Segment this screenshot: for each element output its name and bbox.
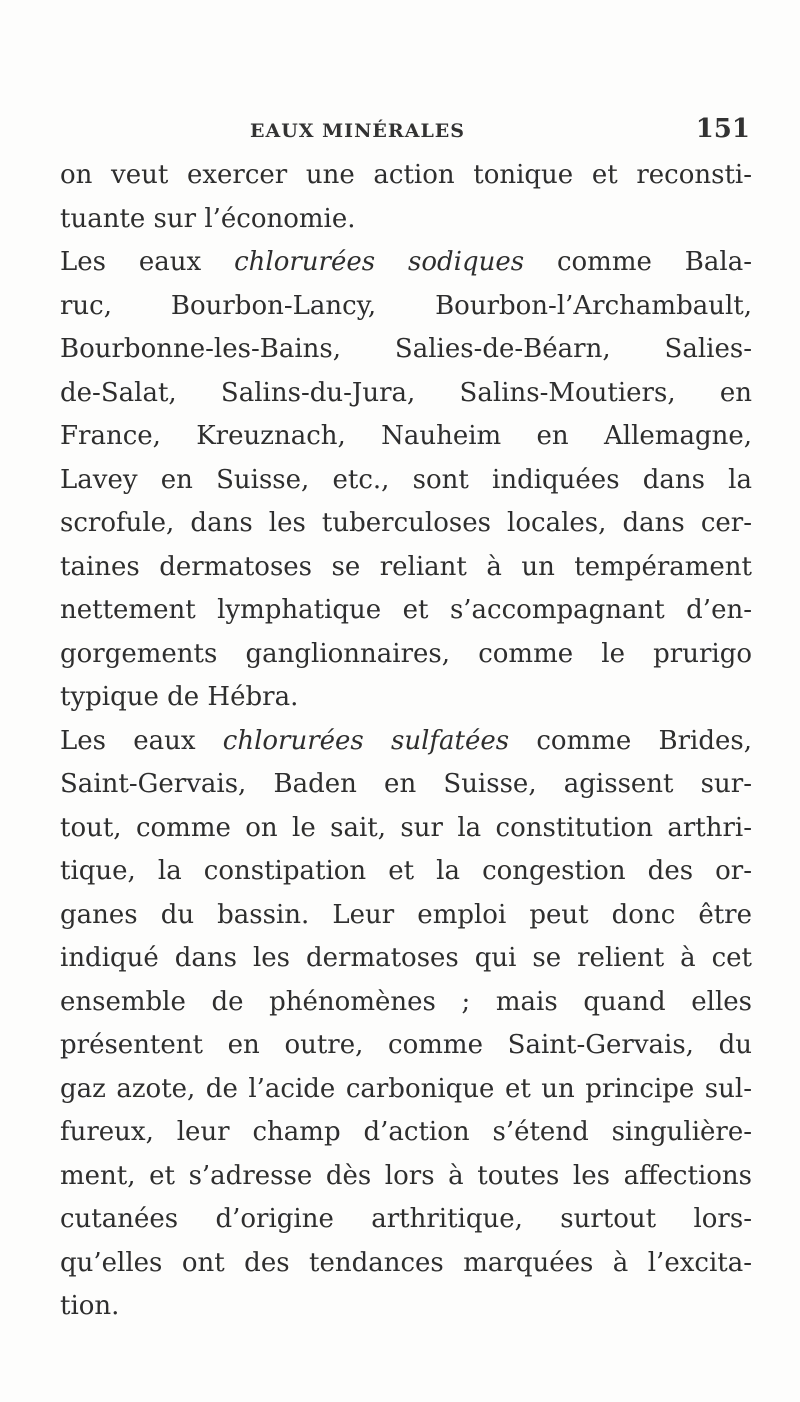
text-line: Bourbonne-les-Bains, Salies-de-Béarn, Salies- — [60, 334, 752, 364]
text-line: Lavey en Suisse, etc., sont indiquées dans la — [60, 464, 752, 495]
text-line: indiqué dans les dermatoses qui se relient à cet — [60, 943, 752, 973]
page-number: 151 — [695, 114, 750, 144]
text-line: présentent en outre, comme Saint-Gervais, du — [60, 1030, 752, 1060]
text-line: tion. — [60, 1291, 120, 1321]
text-line: ment, et s’adresse dès lors à toutes les affections — [60, 1160, 752, 1191]
text-line: France, Kreuznach, Nauheim en Allemagne, — [60, 421, 752, 451]
text-line: scrofule, dans les tuberculoses locales, dans cer- — [60, 508, 752, 538]
text-line: Les eaux chlorurées sulfatées comme Brides, — [60, 725, 752, 756]
text-line: qu’elles ont des tendances marquées à l’excita- — [60, 1247, 752, 1278]
running-head — [60, 114, 750, 150]
running-title: EAUX MINÉRALES — [250, 120, 466, 142]
body-text — [60, 154, 752, 1329]
text-line: Les eaux chlorurées sodiques comme Bala- — [60, 247, 752, 277]
text-line: on veut exercer une action tonique et reconsti- — [60, 160, 752, 190]
text-line: gaz azote, de l’acide carbonique et un principe sul- — [60, 1073, 752, 1104]
text-line: nettement lymphatique et s’accompagnant d’en- — [60, 595, 752, 625]
text-line: taines dermatoses se reliant à un tempérament — [60, 551, 752, 582]
text-line: Saint-Gervais, Baden en Suisse, agissent sur- — [60, 769, 752, 799]
text-line: ruc, Bourbon-Lancy, Bourbon-l’Archambault, — [60, 290, 752, 321]
text-line: tique, la constipation et la congestion des or- — [60, 856, 752, 886]
text-line: typique de Hébra. — [60, 682, 299, 712]
text-line: fureux, leur champ d’action s’étend singulière- — [60, 1117, 752, 1147]
text-line: de-Salat, Salins-du-Jura, Salins-Moutiers, en — [60, 377, 752, 408]
text-line: gorgements ganglionnaires, comme le prurigo — [60, 638, 752, 669]
text-line: tout, comme on le sait, sur la constitution arthri- — [60, 812, 752, 843]
text-line: tuante sur l’économie. — [60, 203, 356, 234]
emphasis-term: chlorurées sulfatées — [222, 725, 510, 756]
text-line: cutanées d’origine arthritique, surtout lors- — [60, 1204, 752, 1234]
text-line: ensemble de phénomènes ; mais quand elles — [60, 986, 752, 1017]
text-line: ganes du bassin. Leur emploi peut donc être — [60, 899, 752, 930]
emphasis-term: chlorurées sodiques — [234, 247, 525, 277]
